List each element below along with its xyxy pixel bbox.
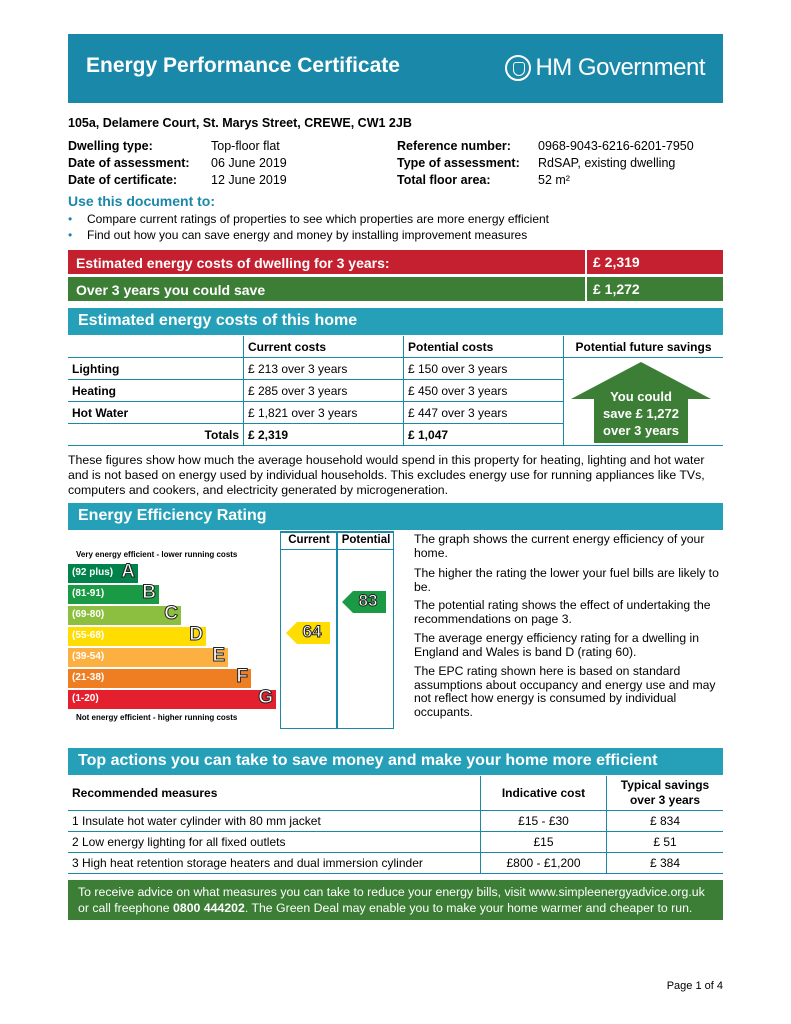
freephone-number: 0800 444202 xyxy=(173,901,245,915)
action-cost: £15 xyxy=(481,831,607,852)
actions-section-title: Top actions you can take to save money and make your home more efficient xyxy=(78,752,658,769)
rating-band-letter: E xyxy=(212,645,225,666)
detail-label: Dwelling type: xyxy=(68,139,153,153)
rating-band-range: (92 plus) xyxy=(72,567,114,578)
totals-label: Totals xyxy=(204,427,239,442)
costs-section-header xyxy=(68,308,723,335)
detail-value: Top-floor flat xyxy=(211,139,280,153)
rating-band-g xyxy=(68,687,276,709)
bullet-icon: • xyxy=(68,228,73,242)
table-header-current: Current costs xyxy=(244,336,404,358)
rating-band-a xyxy=(68,561,138,583)
rating-band-c xyxy=(68,603,181,625)
bullet-item xyxy=(68,228,527,242)
advice-text-post: . The Green Deal may enable you to make your home warmer and cheaper to run. xyxy=(244,901,693,915)
rating-band-range: (39-54) xyxy=(72,651,105,662)
rating-band-f xyxy=(68,666,251,688)
cost-row-potential: £ 450 over 3 years xyxy=(404,380,564,402)
arrow-line: You could xyxy=(610,389,672,404)
cost-row-name: Hot Water xyxy=(72,405,129,420)
detail-label: Date of assessment: xyxy=(68,156,190,170)
detail-label: Type of assessment: xyxy=(397,156,520,170)
cost-row-current: £ 213 over 3 years xyxy=(244,358,404,380)
current-column-label: Current xyxy=(288,534,330,546)
cost-row-current: £ 285 over 3 years xyxy=(244,380,404,402)
savings-header-line: Typical savings xyxy=(620,777,710,792)
actions-table xyxy=(68,776,723,874)
detail-value: 0968-9043-6216-6201-7950 xyxy=(538,139,694,153)
property-address: 105a, Delamere Court, St. Marys Street, CREWE, CW1 2JB xyxy=(68,116,412,130)
rating-band-range: (1-20) xyxy=(72,693,99,704)
action-saving: £ 834 xyxy=(607,810,724,831)
hm-government-logo xyxy=(505,52,705,84)
rating-note: The graph shows the current energy efficiency of your home. xyxy=(414,532,705,560)
potential-column xyxy=(336,531,394,729)
action-cost: £800 - £1,200 xyxy=(481,852,607,873)
table-header-measure: Recommended measures xyxy=(72,785,218,800)
action-saving: £ 51 xyxy=(607,831,724,852)
rating-bottom-note: Not energy efficient - higher running costs xyxy=(76,713,238,722)
table-header-potential: Potential costs xyxy=(404,336,564,358)
rating-band-range: (69-80) xyxy=(72,609,105,620)
cost-row-name: Heating xyxy=(72,383,117,398)
table-row xyxy=(68,852,723,873)
bullet-item xyxy=(68,212,549,226)
future-savings-cell xyxy=(564,358,724,446)
savings-label: Over 3 years you could save xyxy=(76,282,266,298)
estimated-cost-bar xyxy=(68,250,723,274)
rating-note: The average energy efficiency rating for a dwelling in England and Wales is band D (rating 60). xyxy=(414,631,699,659)
rating-band-range: (81-91) xyxy=(72,588,105,599)
rating-band-range: (21-38) xyxy=(72,672,105,683)
detail-label: Date of certificate: xyxy=(68,173,178,187)
table-header-empty xyxy=(68,336,244,358)
table-header-future: Potential future savings xyxy=(564,336,724,358)
table-row xyxy=(68,831,723,852)
rating-band-e xyxy=(68,645,228,667)
use-document-heading: Use this document to: xyxy=(68,193,216,209)
rating-band-letter: A xyxy=(121,561,135,582)
action-measure: 1 Insulate hot water cylinder with 80 mm jacket xyxy=(72,813,321,828)
detail-value: 12 June 2019 xyxy=(211,173,287,187)
potential-rating-value: 83 xyxy=(358,591,378,610)
page-number: Page 1 of 4 xyxy=(666,980,723,992)
bullet-icon: • xyxy=(68,212,73,226)
potential-column-label: Potential xyxy=(341,534,391,546)
rating-note: The EPC rating shown here is based on standard assumptions about occupancy and energy use and may not reflect how energy is consumed by individual occupants. xyxy=(414,664,716,719)
actions-section-header xyxy=(68,748,723,775)
cost-row-potential: £ 150 over 3 years xyxy=(404,358,564,380)
rating-section-title: Energy Efficiency Rating xyxy=(78,507,267,524)
brand-text: HM Government xyxy=(535,54,705,81)
detail-value: 06 June 2019 xyxy=(211,156,287,170)
rating-band-letter: F xyxy=(236,666,248,687)
current-rating-value: 64 xyxy=(302,622,322,641)
costs-section-title: Estimated energy costs of this home xyxy=(78,312,358,329)
page-title: Energy Performance Certificate xyxy=(86,54,400,77)
detail-label: Reference number: xyxy=(397,139,511,153)
cost-row-name: Lighting xyxy=(72,361,120,376)
table-row xyxy=(68,358,723,380)
cost-row-current: £ 1,821 over 3 years xyxy=(244,402,404,424)
rating-section-header xyxy=(68,503,723,530)
advice-text xyxy=(78,884,718,916)
savings-header-line: over 3 years xyxy=(629,792,701,807)
totals-current: £ 2,319 xyxy=(244,424,404,446)
rating-band-range: (55-68) xyxy=(72,630,105,641)
explanation-text: These figures show how much the average household would spend in this property for heating, lighting and hot water and is not based on energy used by individual households. This excludes energy use for running appliances like TVs, computers and cookers, and electricity generated by microgeneration. xyxy=(68,453,705,497)
advice-text-pre: To receive advice on what measures you can take to reduce your energy bills, visit www.simpleenergyadvice.org.uk or call freephone xyxy=(78,885,705,915)
arrow-line: save £ 1,272 xyxy=(603,406,679,421)
table-row xyxy=(68,810,723,831)
action-saving: £ 384 xyxy=(607,852,724,873)
bullet-text: Find out how you can save energy and money by installing improvement measures xyxy=(87,228,528,242)
table-header-savings xyxy=(607,776,724,810)
royal-crest-icon xyxy=(505,55,531,81)
savings-arrow-text xyxy=(568,388,714,439)
cost-row-potential: £ 447 over 3 years xyxy=(404,402,564,424)
rating-band-b xyxy=(68,582,159,604)
rating-band-letter: G xyxy=(258,687,273,708)
action-measure: 2 Low energy lighting for all fixed outlets xyxy=(72,834,286,849)
detail-label: Total floor area: xyxy=(397,173,491,187)
savings-bar xyxy=(68,277,723,301)
rating-band-letter: D xyxy=(189,624,203,645)
action-measure: 3 High heat retention storage heaters and dual immersion cylinder xyxy=(72,855,423,870)
estimated-cost-value: £ 2,319 xyxy=(585,250,723,274)
costs-table xyxy=(68,336,723,446)
rating-note: The higher the rating the lower your fuel bills are likely to be. xyxy=(414,566,719,594)
action-cost: £15 - £30 xyxy=(481,810,607,831)
estimated-cost-label: Estimated energy costs of dwelling for 3 years: xyxy=(76,255,390,271)
rating-band-letter: C xyxy=(164,603,178,624)
rating-band-letter: B xyxy=(142,582,156,603)
table-header-cost: Indicative cost xyxy=(481,776,607,810)
advice-footer xyxy=(68,880,723,920)
detail-value: RdSAP, existing dwelling xyxy=(538,156,676,170)
savings-value: £ 1,272 xyxy=(585,277,723,301)
totals-potential: £ 1,047 xyxy=(404,424,564,446)
rating-top-note: Very energy efficient - lower running costs xyxy=(76,550,238,559)
detail-value: 52 m² xyxy=(538,173,570,187)
rating-note: The potential rating shows the effect of undertaking the recommendations on page 3. xyxy=(414,598,711,626)
rating-band-d xyxy=(68,624,206,646)
table-header-row xyxy=(68,776,723,810)
bullet-text: Compare current ratings of properties to see which properties are more energy efficient xyxy=(87,212,550,226)
header-banner xyxy=(68,34,723,103)
table-header-row xyxy=(68,336,723,358)
arrow-line: over 3 years xyxy=(603,423,679,438)
